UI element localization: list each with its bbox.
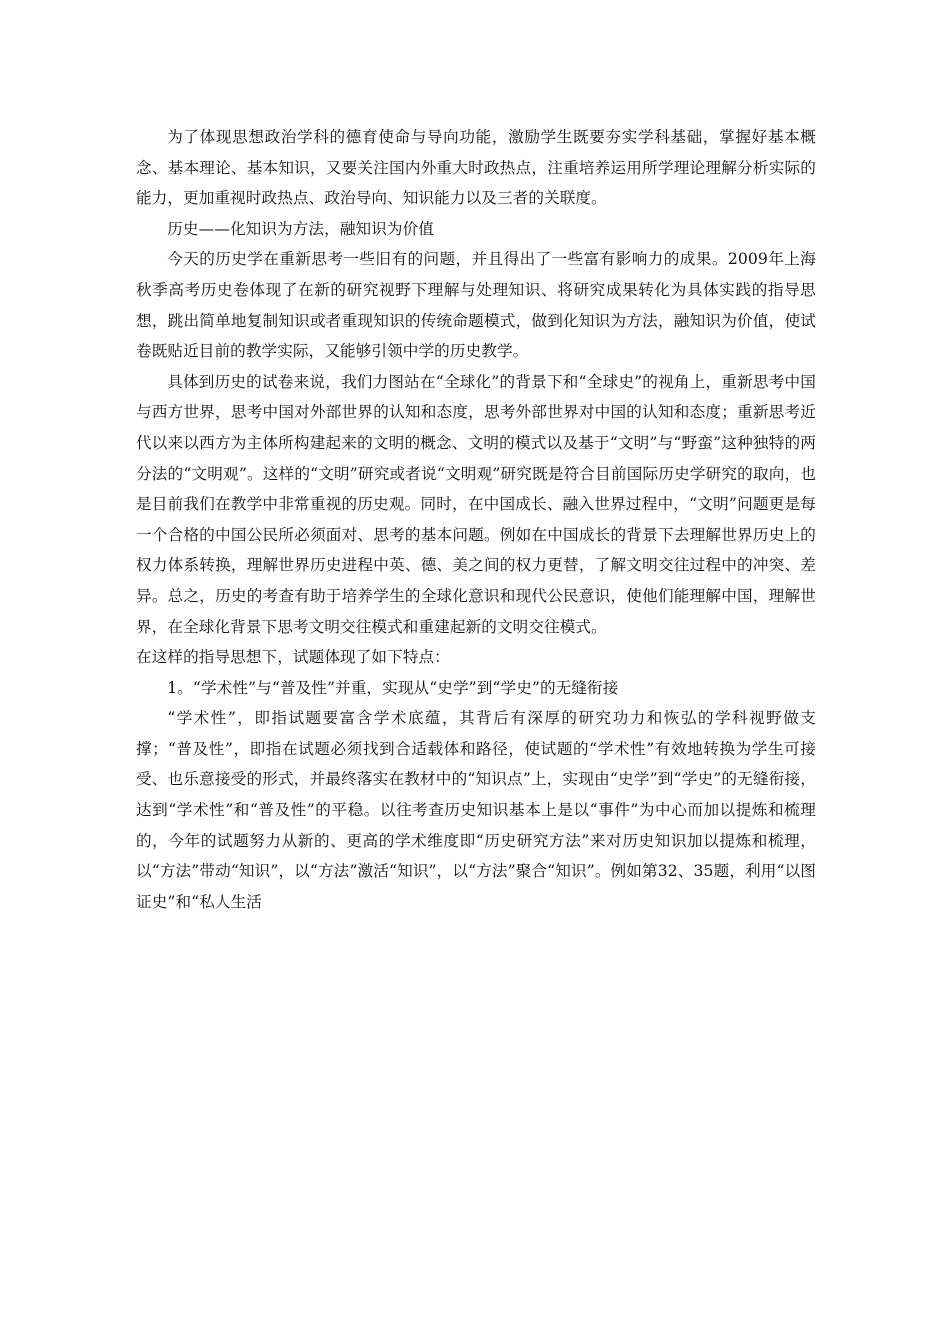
feature-heading-1: 1。“学术性”与“普及性”并重，实现从“史学”到“学史”的无缝衔接: [167, 678, 619, 697]
paragraph-features-intro: 在这样的指导思想下，试题体现了如下特点：: [136, 648, 450, 667]
paragraph-feature-1: “学术性”，即指试题要富含学术底蕴，其背后有深厚的研究功力和恢弘的学科视野做支撑；“普及性”，即指在试题必须找到合适载体和路径，使试题的“学术性”有效地转换为学生可接受、也乐意接受的形式，并最终落实在教材中的“知识点”上，实现由“史学”到“学史”的无缝衔接，达到“学术性”和“普及性”的平稳。以往考查历史知识基本上是以“事件”为中心而加以提炼和梳理的，今年的试题努力从新的、更高的学术维度即“历史研究方法”来对历史知识加以提炼和梳理，以“方法”带动“知识”，以“方法”激活“知识”，以“方法”聚合“知识”。例如第32、35题，利用“以图证史”和“私人生活: [136, 709, 816, 911]
paragraph-politics: 为了体现思想政治学科的德育使命与导向功能，激励学生既要夯实学科基础，掌握好基本概念、基本理论、基本知识，又要关注国内外重大时政热点，注重培养运用所学理论理解分析实际的能力，更加重视时政热点、政治导向、知识能力以及三者的关联度。: [136, 128, 816, 208]
paragraph-history-detail: 具体到历史的试卷来说，我们力图站在“全球化”的背景下和“全球史”的视角上，重新思考中国与西方世界，思考中国对外部世界的认知和态度，思考外部世界对中国的认知和态度；重新思考近代以来以西方为主体所构建起来的文明的概念、文明的模式以及基于“文明”与“野蛮”这种独特的两分法的“文明观”。这样的“文明”研究或者说“文明观”研究既是符合目前国际历史学研究的取向，也是目前我们在教学中非常重视的历史观。同时，在中国成长、融入世界过程中，“文明”问题更是每一个合格的中国公民所必须面对、思考的基本问题。例如在中国成长的背景下去理解世界历史上的权力体系转换，理解世界历史进程中英、德、美之间的权力更替，了解文明交往过程中的冲突、差异。总之，历史的考查有助于培养学生的全球化意识和现代公民意识，使他们能理解中国，理解世界，在全球化背景下思考文明交往模式和重建起新的文明交往模式。: [136, 372, 816, 636]
document-body: [136, 122, 816, 917]
paragraph-history-intro: 今天的历史学在重新思考一些旧有的问题，并且得出了一些富有影响力的成果。2009年上海秋季高考历史卷体现了在新的研究视野下理解与处理知识、将研究成果转化为具体实践的指导思想，跳出简单地复制知识或者重现知识的传统命题模式，做到化知识为方法，融知识为价值，使试卷既贴近目前的教学实际，又能够引领中学的历史教学。: [136, 250, 816, 361]
section-heading-history: 历史——化知识为方法，融知识为价值: [167, 219, 434, 238]
